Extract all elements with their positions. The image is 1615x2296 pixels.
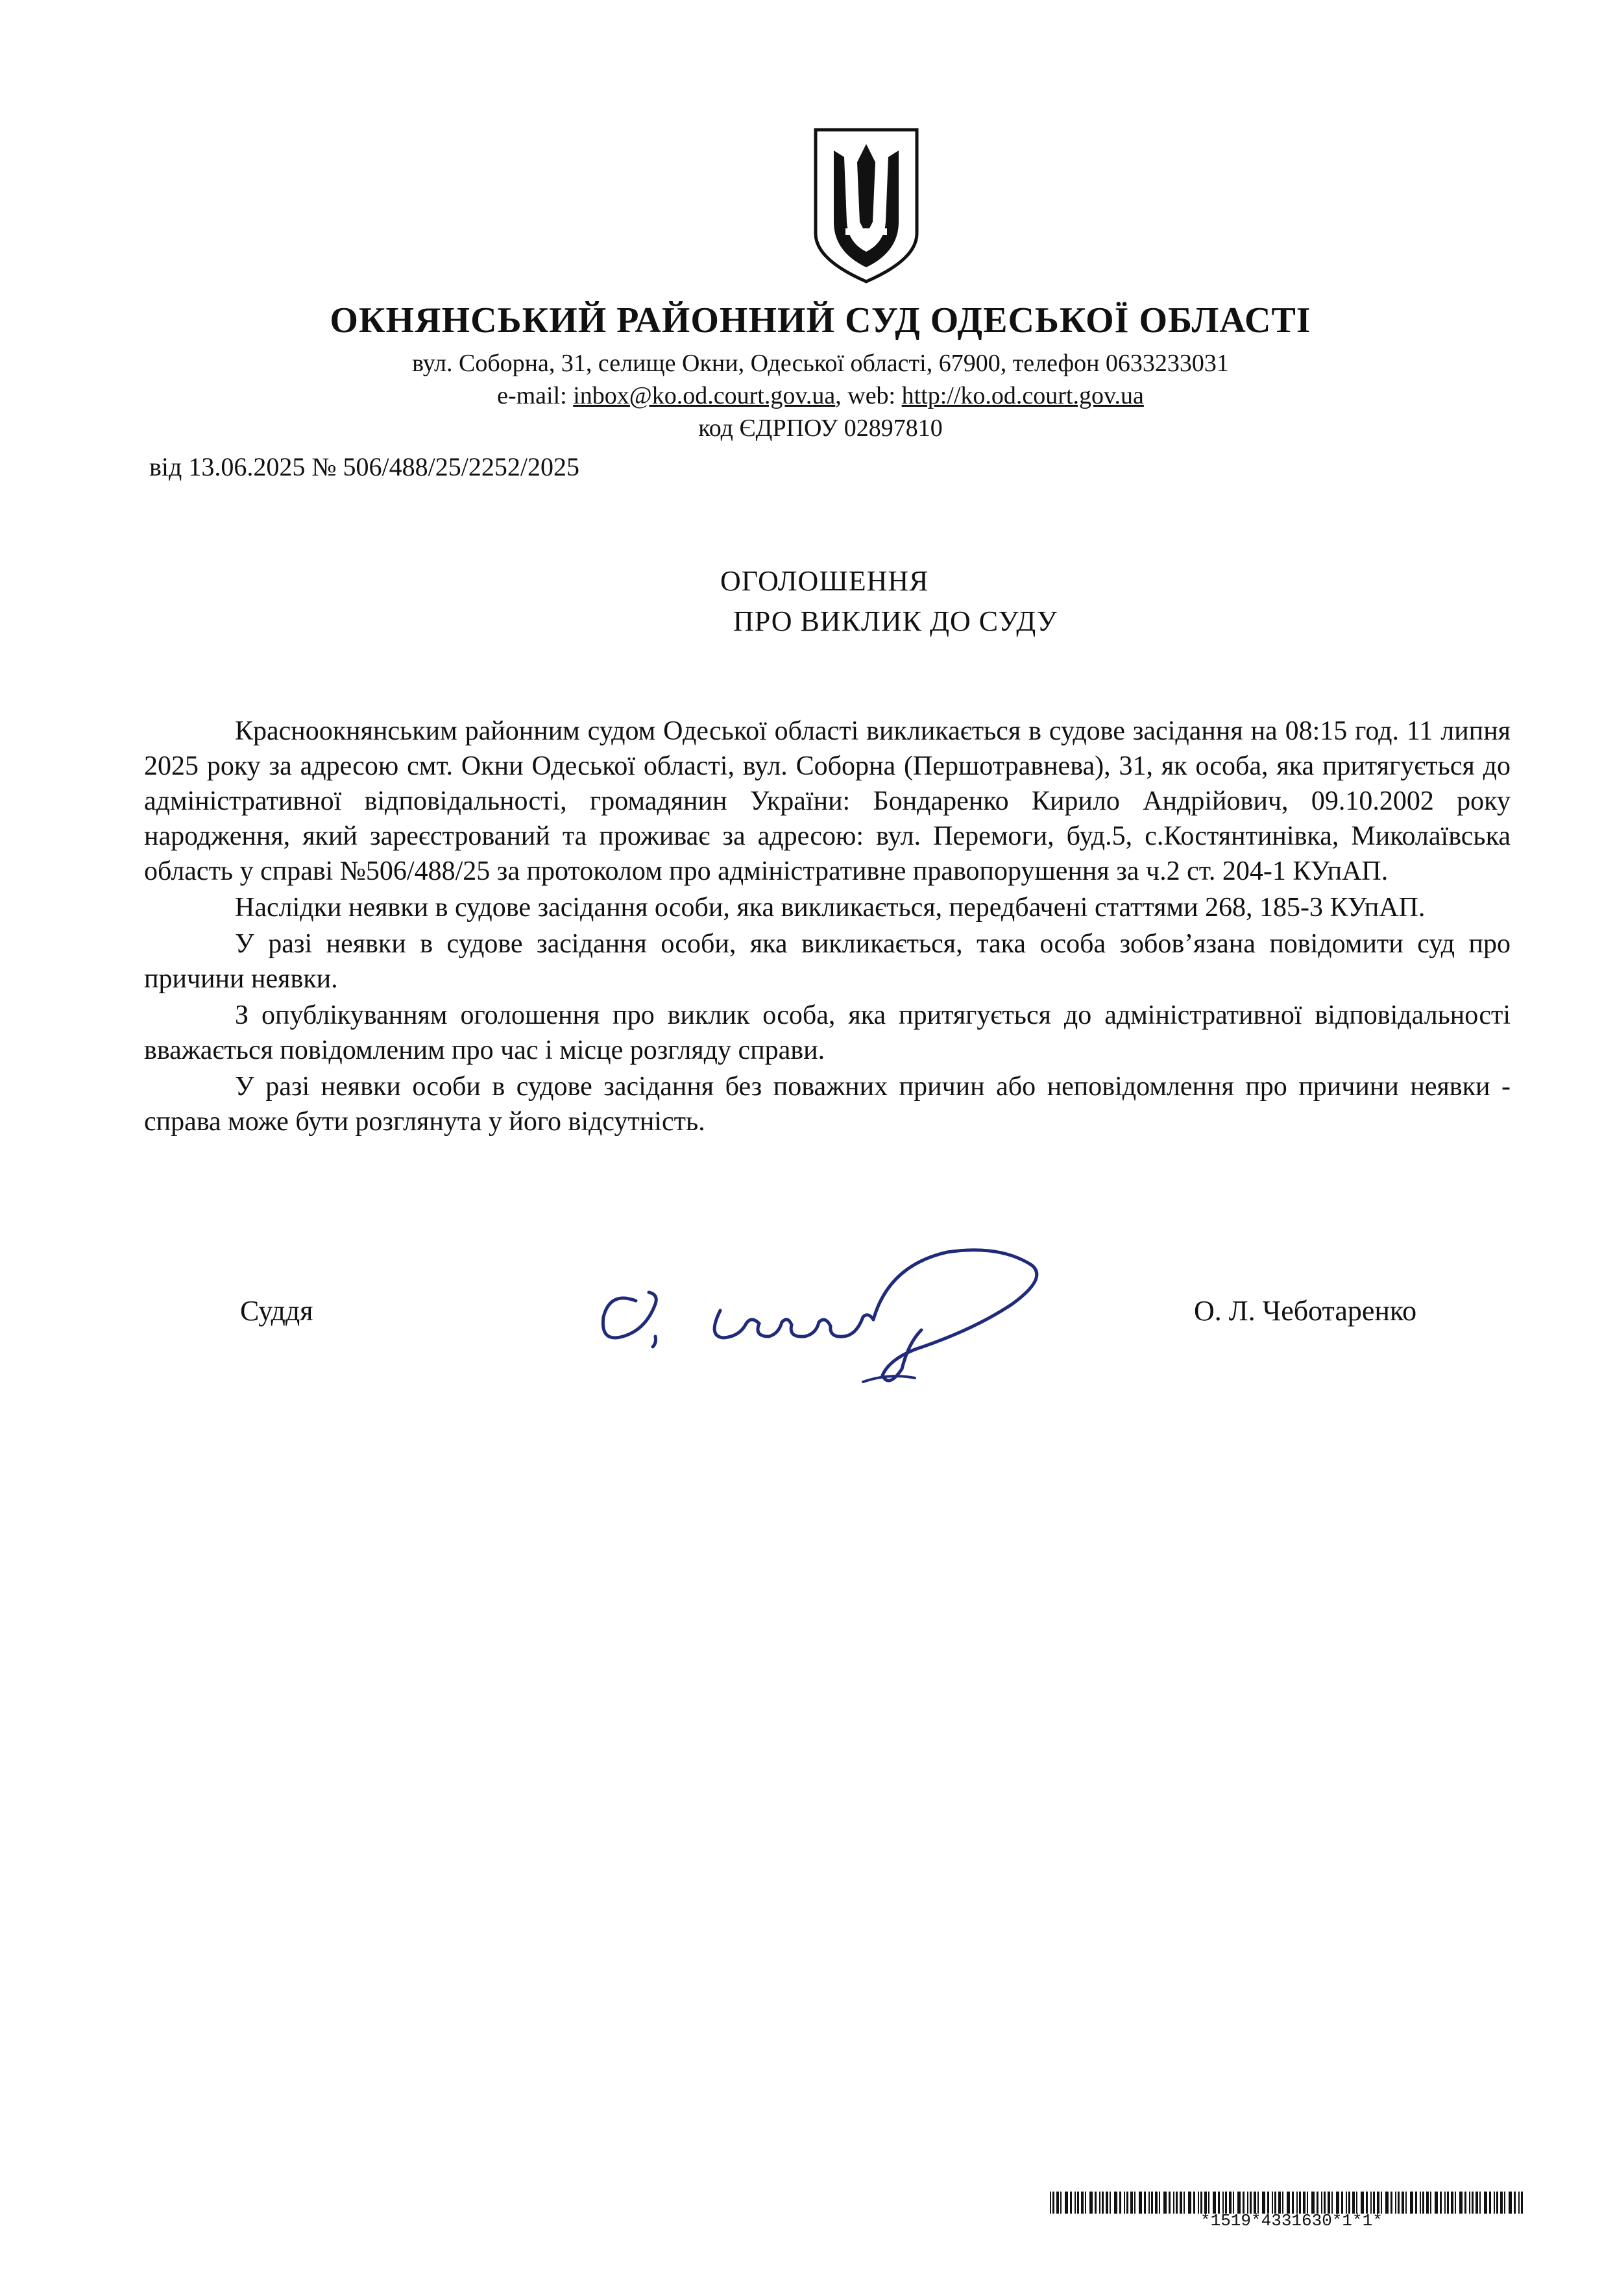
barcode-number: *1519*4331630*1*1* [1200, 2211, 1383, 2230]
handwritten-signature [584, 1239, 1051, 1414]
judge-label: Суддя [240, 1295, 313, 1327]
judge-name: О. Л. Чеботаренко [1194, 1295, 1417, 1327]
body-paragraph: З опублікуванням оголошення про виклик особа, яка притягується до адміністративної відповідальності вважається повідомленим про час і місце розгляду справи. [144, 1000, 1511, 1065]
email-link[interactable]: inbox@ko.od.court.gov.ua [573, 382, 836, 409]
body-paragraph: У разі неявки в судове засідання особи, яка викликається, така особа зобов’язана повідомити суд про причини неявки. [144, 929, 1511, 994]
edrpou-code: код ЄДРПОУ 02897810 [698, 415, 943, 442]
web-label: , web: [835, 382, 902, 409]
document-body [144, 714, 1511, 1141]
body-paragraph: Красноокнянським районним судом Одеської області викликається в судове засідання на 08:15 год. 11 липня 2025 року за адресою смт. Окни Одеської області, вул. Соборна (Першотравнева), 31, як особа, яка притягується до адміністративної відповідальності, громадянин України: Бондаренко Кирило Андрійович, 09.10.2002 року народження, який зареєстрований та проживає за адресою: вул. Перемоги, буд.5, с.Костянтинівка, Миколаївська область у справі №506/488/25 за протоколом про адміністративне правопорушення за ч.2 ст. 204-1 КУпАП. [144, 716, 1511, 886]
court-address: вул. Соборна, 31, селище Окни, Одеської області, 67900, телефон 0633233031 [412, 350, 1229, 377]
email-label: e-mail: [497, 382, 574, 409]
barcode-icon [1050, 2192, 1527, 2214]
document-subtitle: ПРО ВИКЛИК ДО СУДУ [733, 605, 1058, 637]
web-link[interactable]: http://ko.od.court.gov.ua [901, 382, 1144, 409]
court-name: ОКНЯНСЬКИЙ РАЙОННИЙ СУД ОДЕСЬКОЇ ОБЛАСТІ [330, 300, 1311, 341]
trident-emblem-icon [808, 125, 925, 285]
document-reference: від 13.06.2025 № 506/488/25/2252/2025 [149, 452, 579, 481]
document-title: ОГОЛОШЕННЯ [720, 565, 929, 597]
body-paragraph: Наслідки неявки в судове засідання особи, яка викликається, передбачені статтями 268, 185-3 КУпАП. [235, 893, 1426, 923]
court-contacts [0, 381, 1615, 410]
body-paragraph: У разі неявки особи в судове засідання без поважних причин або неповідомлення про причини неявки - справа може бути розглянута у його відсутність. [144, 1072, 1511, 1137]
